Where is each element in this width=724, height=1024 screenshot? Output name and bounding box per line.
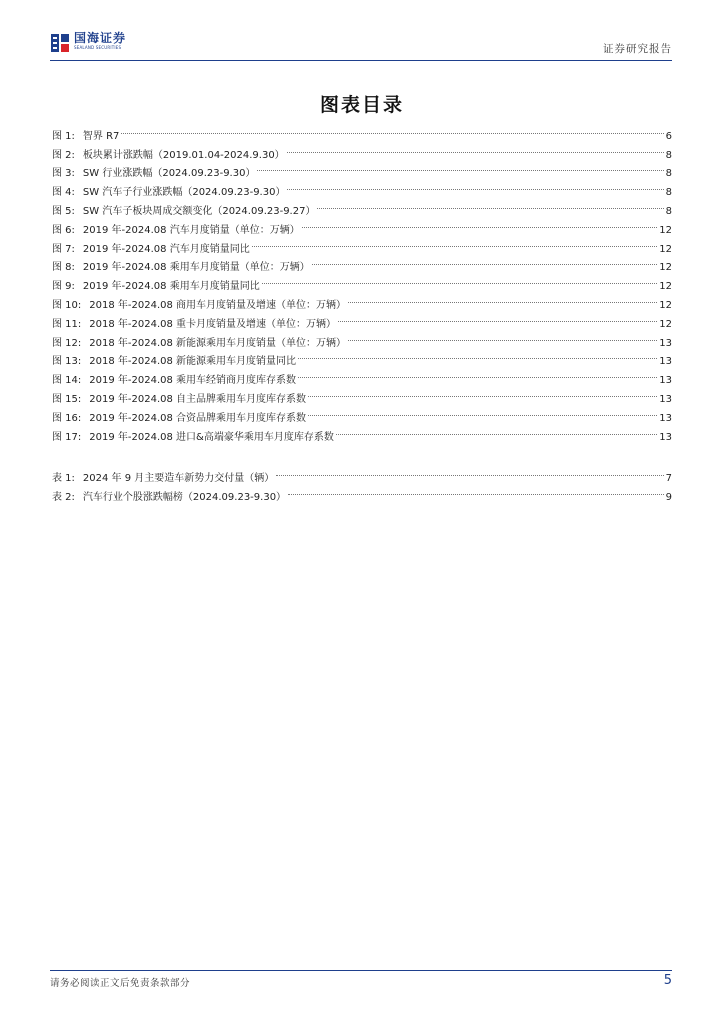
dot-leader: [262, 264, 658, 284]
figure-entry-title: 智界 R7: [82, 130, 120, 142]
figure-entry-label: 图 8:: [52, 262, 75, 274]
page-number: 5: [663, 973, 672, 988]
figure-entry-label: 图 1:: [52, 130, 75, 142]
figure-entry-label: 图 17:: [52, 431, 82, 443]
figure-entry-page: 13: [659, 431, 672, 443]
table-list: [52, 461, 672, 503]
figure-entry-label: 图 9:: [52, 281, 75, 293]
figure-entry-label: 图 4:: [52, 187, 75, 199]
dot-leader: [348, 321, 657, 341]
figure-entry-label: 图 3:: [52, 168, 75, 180]
figure-entry-title: SW 汽车子板块周成交额变化（2024.09.23-9.27）: [82, 205, 316, 217]
figure-entry-page: 12: [659, 281, 672, 293]
dot-leader: [121, 114, 663, 134]
figure-entry-label: 图 13:: [52, 356, 82, 368]
dot-leader: [288, 475, 664, 495]
figure-entry-page: 8: [665, 168, 672, 180]
figure-entry-page: 12: [659, 262, 672, 274]
figure-entry-label: 图 16:: [52, 412, 82, 424]
dot-leader: [287, 133, 664, 153]
table-entry-page: 9: [665, 491, 672, 503]
figure-entry-title: 2018 年-2024.08 重卡月度销量及增速（单位：万辆）: [89, 318, 337, 330]
table-entry-title: 2024 年 9 月主要造车新势力交付量（辆）: [82, 472, 275, 484]
figure-entry-label: 图 10:: [52, 299, 82, 311]
figure-entry-page: 12: [659, 299, 672, 311]
figure-entry-label: 图 11:: [52, 318, 82, 330]
figure-entry-title: 2019 年-2024.08 乘用车月度销量同比: [82, 281, 260, 293]
figure-entry-page: 12: [659, 243, 672, 255]
table-entry-title: 汽车行业个股涨跌幅榜（2024.09.23-9.30）: [82, 491, 287, 503]
page-footer: [50, 970, 672, 989]
figure-entry-page: 8: [665, 187, 672, 199]
figure-entry-title: 2018 年-2024.08 新能源乘用车月度销量（单位：万辆）: [89, 337, 347, 349]
figure-entry-page: 8: [665, 205, 672, 217]
figure-entry-page: 13: [659, 375, 672, 387]
brand-name-cn: 国海证券: [74, 31, 127, 45]
brand-name-en: SEALAND SECURITIES: [74, 45, 122, 50]
dot-leader: [298, 340, 657, 360]
figure-entry-title: 2019 年-2024.08 合资品牌乘用车月度库存系数: [89, 412, 307, 424]
figure-entry-label: 图 12:: [52, 337, 82, 349]
table-entry-label: 表 2:: [52, 491, 75, 503]
figure-entry-title: 2018 年-2024.08 新能源乘用车月度销量同比: [89, 356, 297, 368]
brand-logo-icon: [50, 33, 70, 53]
dot-leader: [302, 208, 658, 228]
dot-leader: [252, 227, 658, 247]
figure-entry-title: SW 汽车子行业涨跌幅（2024.09.23-9.30）: [82, 187, 286, 199]
figure-entry-title: 2019 年-2024.08 进口&高端豪华乘用车月度库存系数: [89, 431, 334, 443]
page-title: 图表目录: [319, 94, 404, 116]
figure-entry-page: 8: [665, 149, 672, 161]
figure-entry-title: 2019 年-2024.08 乘用车月度销量（单位：万辆）: [82, 262, 310, 274]
figure-entry-label: 图 7:: [52, 243, 75, 255]
figure-entry-title: 2019 年-2024.08 乘用车经销商月度库存系数: [89, 375, 297, 387]
dot-leader: [287, 170, 663, 190]
dot-leader: [348, 283, 657, 303]
figure-entry-title: 2019 年-2024.08 汽车月度销量同比: [82, 243, 250, 255]
figure-entry-label: 图 5:: [52, 205, 75, 217]
figure-entry-page: 6: [665, 130, 672, 142]
figure-entry-page: 12: [659, 224, 672, 236]
document-type: 证券研究报告: [603, 43, 672, 55]
dot-leader: [308, 396, 657, 416]
figure-entry-label: 图 15:: [52, 393, 82, 405]
dot-leader: [336, 415, 657, 435]
figure-entry-title: SW 行业涨跌幅（2024.09.23-9.30）: [82, 168, 256, 180]
page-header: [50, 30, 672, 61]
figure-entry-title: 2018 年-2024.08 商用车月度销量及增速（单位：万辆）: [89, 299, 347, 311]
dot-leader: [317, 189, 663, 209]
disclaimer-note: 请务必阅读正文后免责条款部分: [50, 978, 191, 989]
figure-entry-page: 13: [659, 393, 672, 405]
figure-entry-title: 板块累计涨跌幅（2019.01.04-2024.9.30）: [82, 149, 285, 161]
figure-entry-label: 图 6:: [52, 224, 75, 236]
figure-entry-title: 2019 年-2024.08 汽车月度销量（单位：万辆）: [82, 224, 300, 236]
figure-entry-page: 13: [659, 412, 672, 424]
dot-leader: [312, 246, 658, 266]
figure-entry-label: 图 2:: [52, 149, 75, 161]
table-entry-label: 表 1:: [52, 472, 75, 484]
figure-list: [52, 119, 672, 443]
dot-leader: [298, 358, 657, 378]
dot-leader: [257, 152, 663, 172]
dot-leader: [276, 456, 663, 476]
figure-entry-title: 2019 年-2024.08 自主品牌乘用车月度库存系数: [89, 393, 307, 405]
brand-logo: [50, 32, 126, 58]
table-entry-page: 7: [665, 472, 672, 484]
figure-entry-label: 图 14:: [52, 375, 82, 387]
figure-entry-page: 12: [659, 318, 672, 330]
dot-leader: [308, 377, 657, 397]
figure-entry-page: 13: [659, 356, 672, 368]
figure-entry-page: 13: [659, 337, 672, 349]
dot-leader: [338, 302, 657, 322]
